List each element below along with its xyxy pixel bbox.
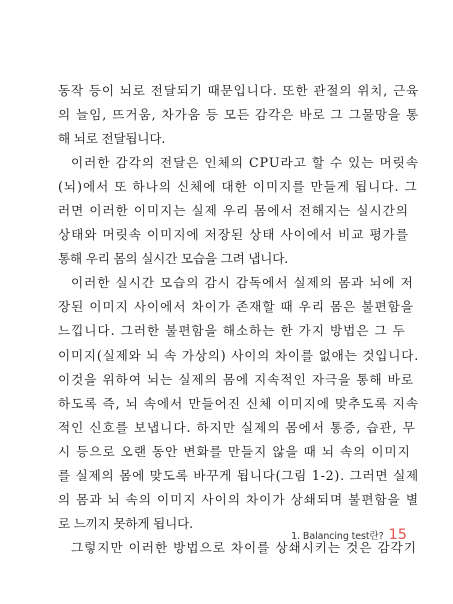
text-line: 통해 우리 몸의 실시간 모습을 그려 냅니다.: [58, 251, 289, 267]
text-line: 의 늘임, 뜨거움, 차가움 등 모든 감각은 바로 그 그물망을 통: [58, 107, 420, 123]
text-line: 해 뇌로 전달됩니다.: [58, 131, 166, 147]
text-line: 이것을 위하여 뇌는 실제의 몸에 지속적인 자극을 통해 바로: [58, 371, 414, 387]
page-footer: [291, 527, 407, 543]
running-head: 1. Balancing test란?: [291, 531, 384, 542]
text-line: 장된 이미지 사이에서 차이가 존재할 때 우리 몸은 불편함을: [58, 299, 414, 315]
text-line: 하도록 즉, 뇌 속에서 만들어진 신체 이미지에 맞추도록 지속: [58, 395, 420, 411]
text-line: 시 등으로 오랜 동안 변화를 만들지 않을 때 뇌 속의 이미지: [58, 443, 411, 459]
text-line: 상태와 머릿속 이미지에 저장된 상태 사이에서 비교 평가를: [58, 227, 409, 243]
text-line: 로 느끼지 못하게 됩니다.: [58, 515, 193, 531]
text-line: 적인 신호를 보냅니다. 하지만 실제의 몸에서 통증, 습관, 무: [58, 419, 416, 435]
text-line: 이러한 감각의 전달은 인체의 CPU라고 할 수 있는 머릿속: [71, 155, 420, 171]
text-line: 느낍니다. 그러한 불편함을 해소하는 한 가지 방법은 그 두: [58, 323, 406, 339]
body-text: [58, 79, 418, 560]
text-line: 의 몸과 뇌 속의 이미지 사이의 차이가 상쇄되며 불편함을 별: [58, 491, 420, 507]
text-line: 그렇지만 이러한 방법으로 차이를 상쇄시키는 것은 감각기: [71, 539, 417, 555]
text-line: 동작 등이 뇌로 전달되기 때문입니다. 또한 관절의 위치, 근육: [58, 83, 420, 98]
text-line: 이미지(실제와 뇌 속 가상의) 사이의 차이를 없애는 것입니다.: [58, 347, 419, 363]
text-line: (뇌)에서 또 하나의 신체에 대한 이미지를 만들게 됩니다. 그: [58, 179, 418, 195]
text-line: 이러한 실시간 모습의 감시 감독에서 실제의 몸과 뇌에 저: [71, 275, 414, 291]
text-line: 를 실제의 몸에 맞도록 바꾸게 됩니다(그림 1-2). 그러면 실제: [58, 467, 419, 483]
page-number: 15: [388, 527, 407, 543]
text-line: 러면 이러한 이미지는 실제 우리 몸에서 전해지는 실시간의: [58, 203, 409, 219]
